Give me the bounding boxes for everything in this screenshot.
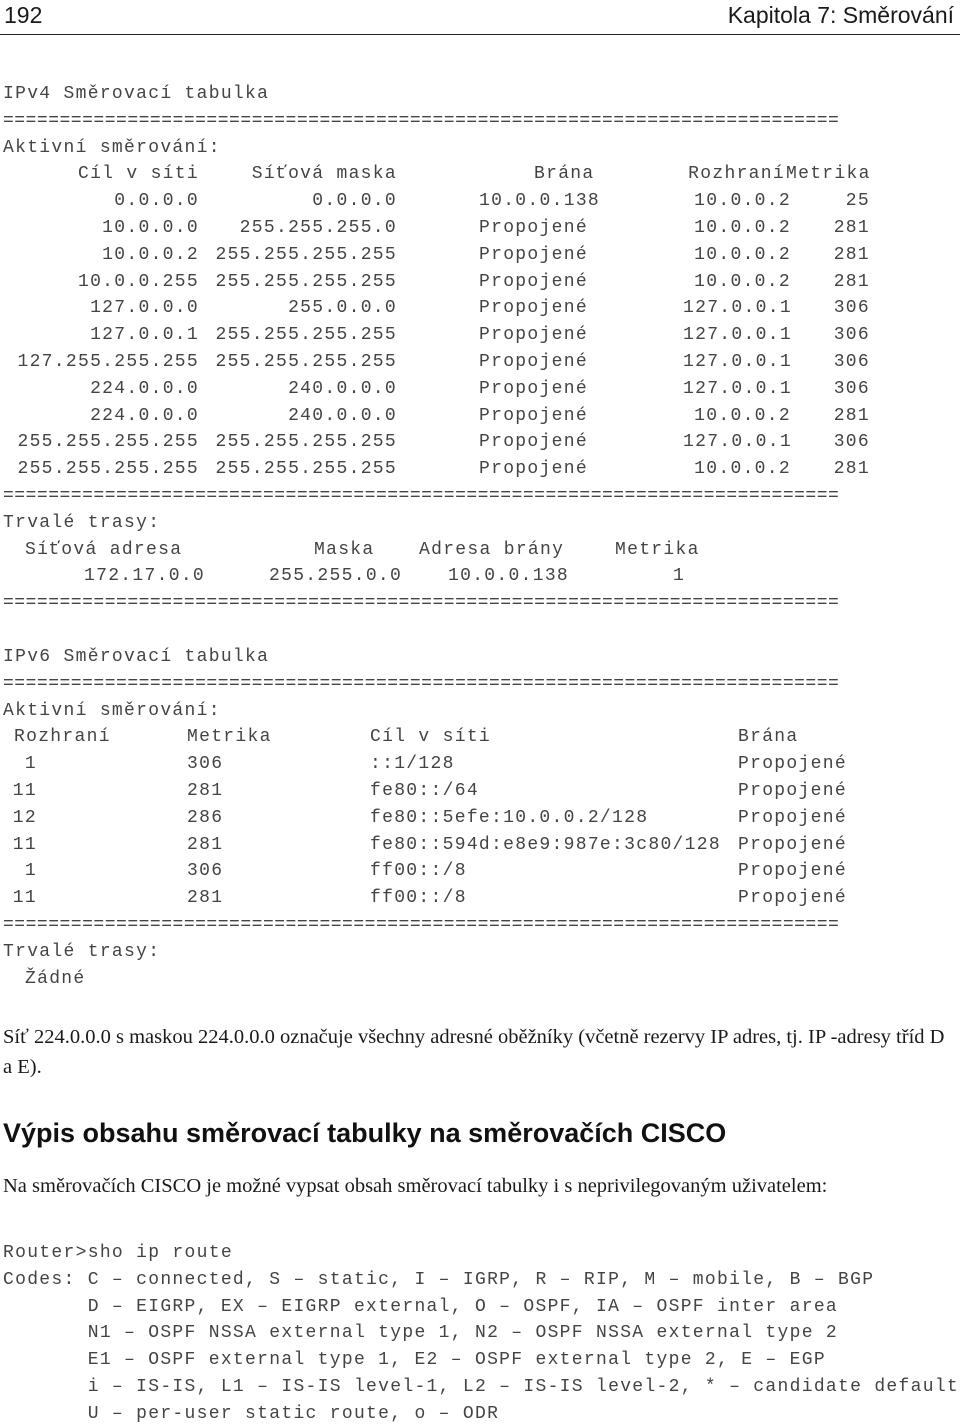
row-mask: 255.255.255.255 — [215, 244, 397, 265]
row-iface: 10.0.0.2 — [694, 191, 791, 212]
row-metric: 281 — [833, 405, 870, 426]
row-iface: 127.0.0.1 — [683, 378, 792, 399]
persistent-net: 172.17.0.0 — [84, 566, 206, 587]
ipv4-row — [3, 188, 871, 215]
col6-metric: Metrika — [187, 727, 272, 748]
ipv4-title: IPv4 Směrovací tabulka — [3, 84, 270, 104]
row-metric: 281 — [833, 459, 870, 480]
persistent-gateway: 10.0.0.138 — [448, 566, 570, 587]
row-mask: 255.255.255.255 — [215, 325, 397, 346]
row-iface: 127.0.0.1 — [683, 298, 792, 319]
row6-iface: 11 — [12, 780, 37, 801]
cisco-code-line: E1 – OSPF external type 1, E2 – OSPF external type 2, E – EGP — [3, 1350, 826, 1371]
ipv6-row — [3, 778, 871, 805]
row6-gateway: Propojené — [738, 834, 847, 855]
ipv4-header-row — [3, 161, 871, 188]
ipv4-persistent-label: Trvalé trasy: — [3, 512, 161, 533]
row6-metric: 306 — [187, 754, 224, 775]
col6-iface: Rozhraní — [14, 727, 111, 748]
row-dest: 0.0.0.0 — [114, 191, 199, 212]
row-iface: 127.0.0.1 — [683, 325, 792, 346]
row6-metric: 281 — [187, 834, 224, 855]
row6-iface: 1 — [24, 754, 37, 775]
ipv6-title: IPv6 Směrovací tabulka — [3, 647, 270, 667]
ipv6-active-label: Aktivní směrování: — [3, 700, 221, 721]
persistent-metric: 1 — [673, 566, 686, 587]
row-mask: 255.255.255.255 — [215, 271, 397, 292]
row-gateway: Propojené — [479, 325, 588, 346]
ipv6-header-row — [3, 724, 871, 751]
note-paragraph: Síť 224.0.0.0 s maskou 224.0.0.0 označuje všechny adresné oběžníky (včetně rezervy IP adres, tj. IP -adresy tříd D a E). — [3, 1026, 945, 1078]
ipv6-route-table — [3, 644, 871, 992]
col6-gateway: Brána — [738, 727, 799, 748]
row-dest: 255.255.255.255 — [17, 459, 199, 480]
row-gateway: Propojené — [479, 298, 588, 319]
row-metric: 306 — [833, 325, 870, 346]
row6-gateway: Propojené — [738, 807, 847, 828]
row6-gateway: Propojené — [738, 888, 847, 909]
cisco-code-line: i – IS-IS, L1 – IS-IS level-1, L2 – IS-IS level-2, * – candidate default — [3, 1376, 960, 1397]
row-iface: 127.0.0.1 — [683, 351, 792, 372]
row6-gateway: Propojené — [738, 780, 847, 801]
row6-dest: fe80::594d:e8e9:987e:3c80/128 — [370, 834, 721, 855]
persistent-none-text: Žádné — [25, 968, 86, 989]
page-header — [0, 0, 960, 36]
row-iface: 10.0.0.2 — [694, 405, 791, 426]
persistent-row — [3, 563, 871, 590]
ipv6-persistent-label: Trvalé trasy: — [3, 941, 161, 962]
row6-gateway: Propojené — [738, 754, 847, 775]
col-iface: Rozhraní — [688, 164, 785, 185]
header-rule — [0, 34, 960, 35]
ipv4-row — [3, 456, 871, 483]
row-mask: 255.255.255.0 — [239, 217, 397, 238]
ipv4-route-table — [3, 81, 871, 617]
row6-dest: fe80::5efe:10.0.0.2/128 — [370, 807, 649, 828]
row-gateway: Propojené — [479, 271, 588, 292]
row6-dest: ff00::/8 — [370, 888, 467, 909]
row-dest: 127.0.0.1 — [90, 325, 199, 346]
ipv4-row — [3, 322, 871, 349]
persistent-mask: 255.255.0.0 — [269, 566, 403, 587]
pcol-gateway: Adresa brány — [419, 539, 565, 560]
ipv4-row — [3, 429, 871, 456]
row6-metric: 281 — [187, 888, 224, 909]
col-gateway: Brána — [534, 164, 595, 185]
separator: ========================================================================== — [3, 673, 840, 694]
persistent-header-row — [3, 537, 871, 564]
row-gateway: Propojené — [479, 405, 588, 426]
row6-dest: ff00::/8 — [370, 861, 467, 882]
separator: ========================================================================== — [3, 485, 840, 506]
row-dest: 10.0.0.255 — [77, 271, 199, 292]
row-iface: 10.0.0.2 — [694, 459, 791, 480]
row6-metric: 306 — [187, 861, 224, 882]
row-iface: 127.0.0.1 — [683, 432, 792, 453]
row-gateway: Propojené — [479, 432, 588, 453]
row-metric: 281 — [833, 244, 870, 265]
ipv6-row — [3, 832, 871, 859]
pcol-mask: Maska — [314, 539, 375, 560]
row-mask: 240.0.0.0 — [288, 405, 397, 426]
row-gateway: Propojené — [479, 378, 588, 399]
row-dest: 255.255.255.255 — [17, 432, 199, 453]
row-gateway: Propojené — [479, 244, 588, 265]
row6-metric: 281 — [187, 780, 224, 801]
row-mask: 240.0.0.0 — [288, 378, 397, 399]
row6-iface: 1 — [24, 861, 37, 882]
ipv4-active-label: Aktivní směrování: — [3, 137, 221, 158]
pcol-metric: Metrika — [615, 539, 700, 560]
row-dest: 10.0.0.2 — [102, 244, 199, 265]
row6-iface: 11 — [12, 888, 37, 909]
row-iface: 10.0.0.2 — [694, 217, 791, 238]
ipv4-row — [3, 215, 871, 242]
col6-dest: Cíl v síti — [370, 727, 492, 748]
row6-iface: 11 — [12, 834, 37, 855]
row-mask: 255.0.0.0 — [288, 298, 397, 319]
row-gateway: Propojené — [479, 459, 588, 480]
cisco-code-line: D – EIGRP, EX – EIGRP external, O – OSPF, IA – OSPF inter area — [3, 1296, 839, 1317]
ipv6-rows — [3, 751, 871, 912]
row-mask: 255.255.255.255 — [215, 459, 397, 480]
ipv6-row — [3, 858, 871, 885]
cisco-code-line: U – per-user static route, o – ODR — [3, 1403, 500, 1424]
row6-dest: fe80::/64 — [370, 780, 479, 801]
row-iface: 10.0.0.2 — [694, 244, 791, 265]
row-dest: 224.0.0.0 — [90, 405, 199, 426]
cisco-code-line: Codes: C – connected, S – static, I – IGRP, R – RIP, M – mobile, B – BGP — [3, 1269, 875, 1290]
row6-dest: ::1/128 — [370, 754, 455, 775]
row-metric: 306 — [833, 351, 870, 372]
row6-gateway: Propojené — [738, 861, 847, 882]
row-metric: 281 — [833, 217, 870, 238]
row-metric: 306 — [833, 378, 870, 399]
row-mask: 255.255.255.255 — [215, 351, 397, 372]
col-mask: Síťová maska — [251, 164, 397, 185]
row-dest: 127.255.255.255 — [17, 351, 199, 372]
ipv4-row — [3, 403, 871, 430]
row-iface: 10.0.0.2 — [694, 271, 791, 292]
row6-metric: 286 — [187, 807, 224, 828]
ipv6-row — [3, 885, 871, 912]
ipv6-persistent-none — [3, 966, 871, 993]
col-metric: Metrika — [786, 164, 871, 185]
ipv4-row — [3, 295, 871, 322]
ipv4-row — [3, 242, 871, 269]
section-paragraph: Na směrovačích CISCO je možné vypsat obsah směrovací tabulky i s neprivilegovaným uživatelem: — [3, 1175, 828, 1197]
ipv4-row — [3, 376, 871, 403]
cisco-code-line: N1 – OSPF NSSA external type 1, N2 – OSPF NSSA external type 2 — [3, 1323, 839, 1344]
row-gateway: Propojené — [479, 351, 588, 372]
page-number: 192 — [4, 2, 43, 28]
row-dest: 10.0.0.0 — [102, 217, 199, 238]
separator: ========================================================================== — [3, 110, 840, 131]
ipv4-row — [3, 269, 871, 296]
row-metric: 306 — [833, 298, 870, 319]
row-gateway: Propojené — [479, 217, 588, 238]
ipv6-row — [3, 751, 871, 778]
chapter-title: Kapitola 7: Směrování — [727, 2, 954, 28]
ipv6-row — [3, 805, 871, 832]
cisco-output — [3, 1240, 959, 1428]
row-dest: 224.0.0.0 — [90, 378, 199, 399]
cisco-codes — [3, 1267, 959, 1428]
row6-iface: 12 — [12, 807, 37, 828]
col-dest: Cíl v síti — [77, 164, 199, 185]
cisco-command: Router>sho ip route — [3, 1243, 233, 1263]
row-metric: 306 — [833, 432, 870, 453]
row-metric: 25 — [845, 191, 870, 212]
row-mask: 255.255.255.255 — [215, 432, 397, 453]
row-dest: 127.0.0.0 — [90, 298, 199, 319]
pcol-net: Síťová adresa — [25, 539, 183, 560]
separator: ========================================================================== — [3, 914, 840, 935]
row-gateway: 10.0.0.138 — [479, 191, 601, 212]
section-heading: Výpis obsahu směrovací tabulky na směrovačích CISCO — [3, 1118, 727, 1148]
ipv4-rows — [3, 188, 871, 483]
separator: ========================================================================== — [3, 593, 840, 614]
row-metric: 281 — [833, 271, 870, 292]
ipv4-row — [3, 349, 871, 376]
row-mask: 0.0.0.0 — [312, 191, 397, 212]
